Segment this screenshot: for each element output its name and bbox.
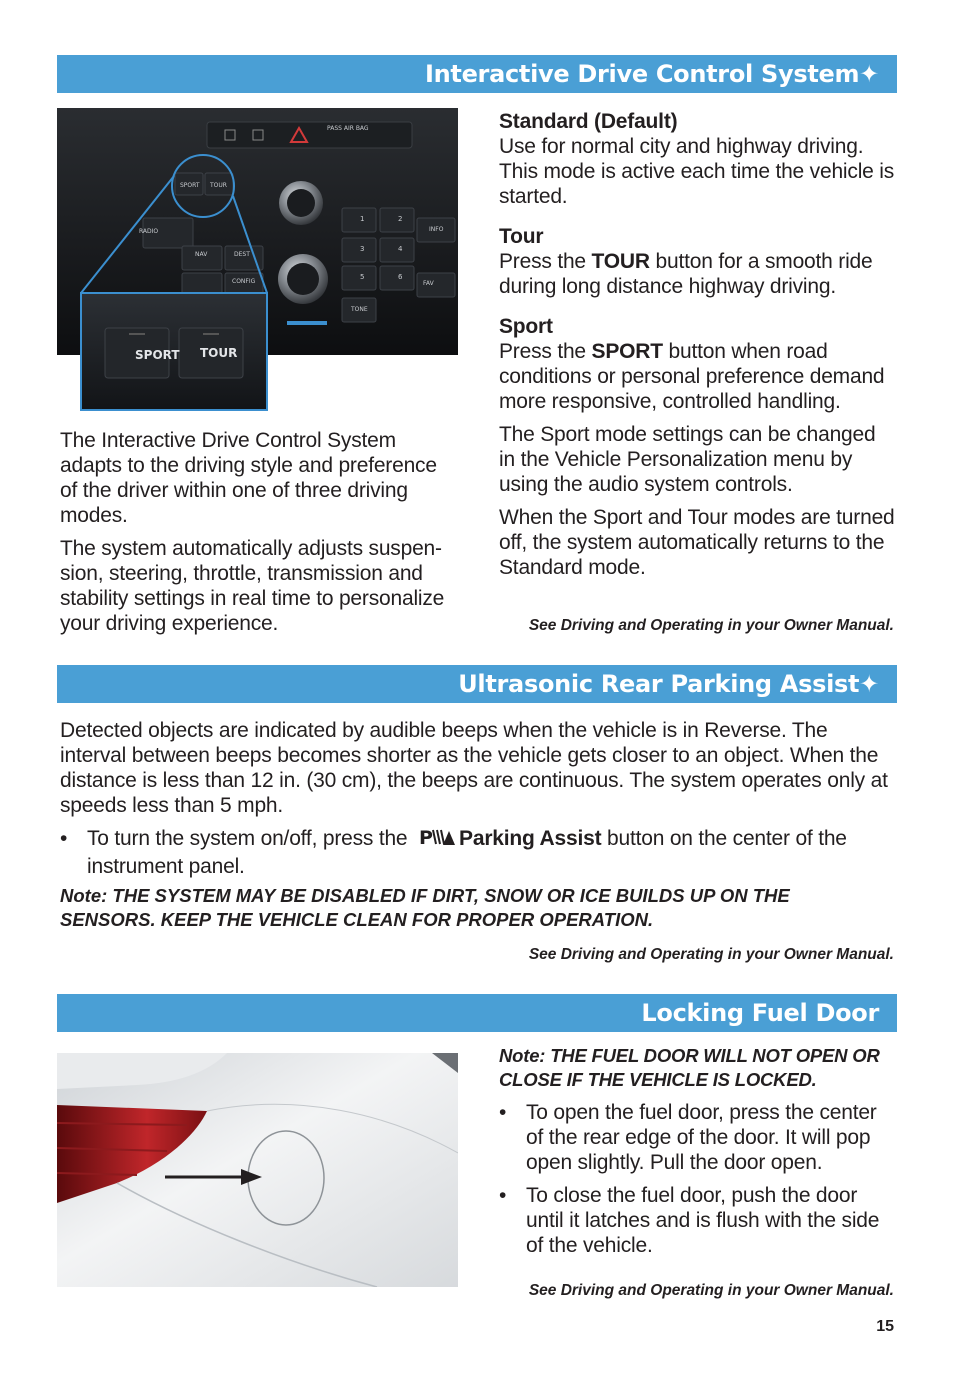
idcs-left-text (60, 428, 453, 644)
label-dest: DEST (234, 251, 250, 258)
section-title: Ultrasonic Rear Parking Assist✦ (458, 670, 879, 698)
label-radio: RADIO (139, 228, 159, 235)
idcs-reference: See Driving and Operating in your Owner Manual. (528, 617, 894, 634)
page-number: 15 (876, 1318, 894, 1335)
label-nav: NAV (195, 251, 208, 258)
svg-text:P: P (419, 827, 433, 848)
fuel-text (499, 1044, 895, 1266)
parking-text (60, 718, 898, 887)
inset-sport-label: SPORT (135, 348, 180, 362)
sport-heading: Sport (499, 315, 553, 338)
idcs-adjust-paragraph: The system automatically adjusts suspen-sion, steering, throttle, transmission and stability settings in real time to personalize your driving experience. (60, 537, 445, 635)
standard-text: Use for normal city and highway driving. This mode is active each time the vehicle is started. (499, 135, 895, 208)
idcs-modes-text (499, 109, 895, 588)
label-num-3: 3 (360, 245, 365, 253)
console-photo (57, 108, 458, 410)
sport-settings-text: The Sport mode settings can be changed in the Vehicle Personalization menu by using the audio system controls. (499, 423, 876, 496)
label-tone: TONE (351, 306, 368, 313)
parking-paragraph: Detected objects are indicated by audible beeps when the vehicle is in Reverse. The interval between beeps becomes shorter as the vehicle gets closer to an object. When the distance is less than 12 in. (30 cm), the beeps are continuous. The system operates only at speeds less than 5 mph. (60, 719, 888, 817)
label-airbag: PASS AIR BAG (327, 125, 369, 132)
section-header-parking (57, 665, 897, 703)
standard-heading: Standard (Default) (499, 110, 678, 133)
tour-keyword: TOUR (591, 250, 650, 273)
label-num-6: 6 (398, 273, 403, 281)
label-fav: FAV (423, 280, 434, 287)
list-item (60, 826, 898, 879)
label-num-5: 5 (360, 273, 365, 281)
label-num-4: 4 (398, 245, 403, 253)
section-header-fuel (57, 994, 897, 1032)
tour-text (499, 249, 895, 299)
parking-reference: See Driving and Operating in your Owner Manual. (528, 946, 894, 963)
label-sport-small: SPORT (180, 182, 200, 189)
idcs-intro-paragraph: The Interactive Drive Control System adapts to the driving style and preference of the driver within one of three driving modes. (60, 429, 437, 527)
inset-tour-label: TOUR (200, 346, 238, 360)
section-title: Interactive Drive Control System✦ (424, 60, 879, 88)
label-config: CONFIG (232, 278, 256, 285)
tour-text-a: Press the (499, 250, 592, 273)
tour-heading: Tour (499, 225, 544, 248)
parking-bullets (60, 826, 898, 879)
sport-off-text: When the Sport and Tour modes are turned off, the system automatically returns to the Standard mode. (499, 506, 895, 579)
fuel-reference: See Driving and Operating in your Owner Manual. (528, 1282, 894, 1299)
label-info: INFO (429, 226, 444, 233)
fuel-note: Note: THE FUEL DOOR WILL NOT OPEN OR CLOSE IF THE VEHICLE IS LOCKED. (499, 1045, 880, 1090)
label-num-2: 2 (398, 215, 403, 223)
parking-bullet-b: button on the center of the instrument panel. (87, 827, 847, 878)
sport-text-a: Press the (499, 340, 592, 363)
sport-keyword: SPORT (591, 340, 663, 363)
section-header-idcs (57, 55, 897, 93)
fuel-door-photo (57, 1053, 458, 1287)
parking-assist-icon (419, 826, 455, 854)
parking-bullet-a: To turn the system on/off, press the (87, 827, 414, 850)
tour-text-b: button for a smooth ride during long distance highway driving. (499, 250, 873, 298)
list-item: • To open the fuel door, press the center of the rear edge of the door. It will pop open slightly. Pull the door open. (499, 1100, 895, 1175)
sport-text (499, 339, 895, 414)
label-tour-small: TOUR (210, 182, 227, 189)
parking-keyword: Parking Assist (459, 827, 602, 850)
label-num-1: 1 (360, 215, 365, 223)
sport-text-b: button when road conditions or personal preference demand more responsive, controlled handling. (499, 340, 885, 413)
section-title: Locking Fuel Door (641, 999, 879, 1027)
list-item: • To close the fuel door, push the door until it latches and is flush with the side of the vehicle. (499, 1183, 895, 1258)
fuel-bullets (499, 1100, 895, 1258)
parking-note: Note: THE SYSTEM MAY BE DISABLED IF DIRT, SNOW OR ICE BUILDS UP ON THE SENSORS. KEEP THE VEHICLE CLEAN FOR PROPER OPERATION. (60, 885, 790, 930)
